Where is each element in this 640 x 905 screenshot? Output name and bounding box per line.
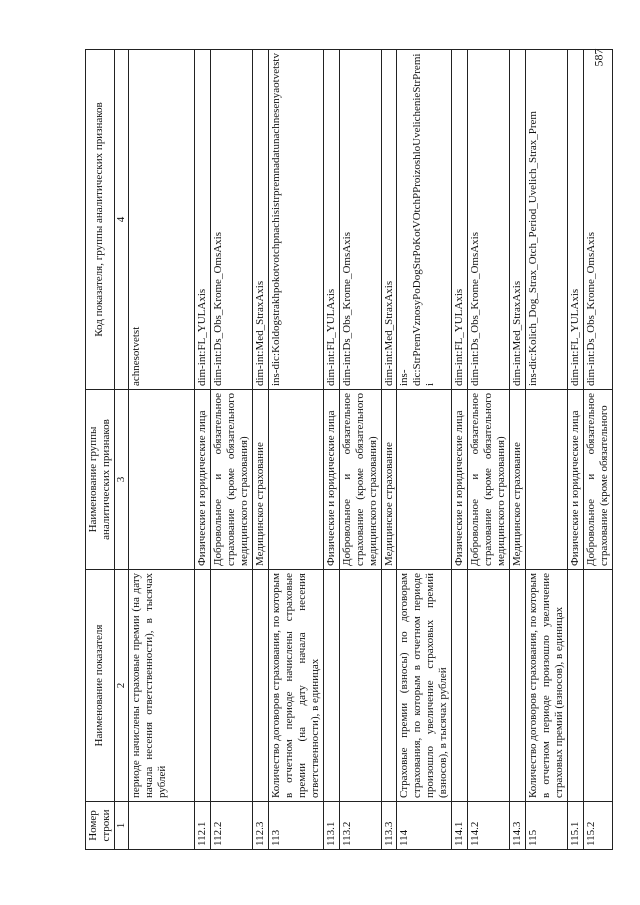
row-number: 113 <box>268 802 323 850</box>
table-row <box>268 50 323 850</box>
row-number: 114.1 <box>452 802 468 850</box>
indicator-code: dim-int:FL_YULAxis <box>194 50 210 390</box>
table-row <box>452 50 468 850</box>
table-row <box>568 50 584 850</box>
group-name: Добровольное и обязательное страхование (кроме обязательного медицинского страхования) <box>210 390 252 570</box>
indicator-name <box>323 570 339 802</box>
row-number: 114.2 <box>468 802 510 850</box>
indicator-name <box>194 570 210 802</box>
indicator-code: dim-int:Med_StraxAxis <box>252 50 268 390</box>
table-row <box>381 50 397 850</box>
page-number: 587 <box>591 48 606 67</box>
indicator-name: Количество договоров страхования, по которым в отчетном периоде произошло увеличение страховых премий (взносов), в единицах <box>526 570 568 802</box>
column-index: 2 <box>114 570 128 802</box>
table-row <box>252 50 268 850</box>
group-name <box>128 390 194 570</box>
indicator-code: dim-int:FL_YULAxis <box>323 50 339 390</box>
indicator-code: dim-int:Ds_Obs_Krome_OmsAxis <box>339 50 381 390</box>
row-number: 113.3 <box>381 802 397 850</box>
table-row <box>210 50 252 850</box>
group-name: Физические и юридические лица <box>452 390 468 570</box>
column-index: 3 <box>114 390 128 570</box>
header-group-name: Наименование группы аналитических признаков <box>86 390 115 570</box>
header-indicator-name: Наименование показателя <box>86 570 115 802</box>
table-row <box>526 50 568 850</box>
indicator-code: dim-int:FL_YULAxis <box>452 50 468 390</box>
indicator-code: dim-int:Med_StraxAxis <box>381 50 397 390</box>
group-name <box>526 390 568 570</box>
group-name: Добровольное и обязательное страхование (кроме обязательного медицинского страхования) <box>339 390 381 570</box>
indicator-table <box>85 49 613 850</box>
indicator-name <box>568 570 584 802</box>
row-number: 112.1 <box>194 802 210 850</box>
indicator-code: ins-dic:StrPremVznosyPoDogStrPoKotVOtchPProizoshloUvelichenieStrPremii <box>397 50 452 390</box>
indicator-name: периоде начислены страховые премии (на дату начала несения ответственности), в тысячах рублей <box>128 570 194 802</box>
row-number <box>128 802 194 850</box>
table-row <box>397 50 452 850</box>
indicator-name <box>210 570 252 802</box>
indicator-name: Количество договоров страхования, по которым в отчетном периоде начислены страховые премии (на дату начала несения ответственности), в единицах <box>268 570 323 802</box>
indicator-name <box>584 570 613 802</box>
group-name <box>268 390 323 570</box>
indicator-code: dim-int:FL_YULAxis <box>568 50 584 390</box>
indicator-name <box>468 570 510 802</box>
header-code: Код показателя, группы аналитических признаков <box>86 50 115 390</box>
column-index: 4 <box>114 50 128 390</box>
group-name: Физические и юридические лица <box>194 390 210 570</box>
row-number: 113.2 <box>339 802 381 850</box>
row-number: 113.1 <box>323 802 339 850</box>
table-row <box>339 50 381 850</box>
header-row <box>86 50 115 850</box>
table-row <box>128 50 194 850</box>
group-name: Медицинское страхование <box>381 390 397 570</box>
group-name: Добровольное и обязательное страхование (кроме обязательного медицинского страхования) <box>468 390 510 570</box>
indicator-code: achnesotvetst <box>128 50 194 390</box>
indicator-code: dim-int:Ds_Obs_Krome_OmsAxis <box>468 50 510 390</box>
group-name: Физические и юридические лица <box>568 390 584 570</box>
group-name: Физические и юридические лица <box>323 390 339 570</box>
row-number: 112.2 <box>210 802 252 850</box>
indicator-name <box>452 570 468 802</box>
indicator-code: dim-int:Med_StraxAxis <box>510 50 526 390</box>
row-number: 115.1 <box>568 802 584 850</box>
table-row <box>194 50 210 850</box>
indicator-name: Страховые премии (взносы) по договорам страхования, по которым в отчетном периоде произошло увеличение страховых премий (взносов), в тысячах рублей <box>397 570 452 802</box>
indicator-code: dim-int:Ds_Obs_Krome_OmsAxis <box>210 50 252 390</box>
table-row <box>323 50 339 850</box>
row-number: 115.2 <box>584 802 613 850</box>
indicator-code: ins-dic:Koldogstrakhpokotvotchpnachisistrpremnadatunachnesenyaotvetstv <box>268 50 323 390</box>
indicator-code: ins-dic:Kolich_Dog_Strax_Otch_Period_Uvelich_Strax_Prem <box>526 50 568 390</box>
group-name: Добровольное и обязательное страхование (кроме обязательного <box>584 390 613 570</box>
group-name <box>397 390 452 570</box>
indicator-name <box>510 570 526 802</box>
group-name: Медицинское страхование <box>252 390 268 570</box>
row-number: 115 <box>526 802 568 850</box>
row-number: 114 <box>397 802 452 850</box>
table-row <box>510 50 526 850</box>
indicator-name <box>381 570 397 802</box>
header-row-number: Номер строки <box>86 802 115 850</box>
indicator-name <box>252 570 268 802</box>
group-name: Медицинское страхование <box>510 390 526 570</box>
indicator-name <box>339 570 381 802</box>
row-number: 112.3 <box>252 802 268 850</box>
column-index-row <box>114 50 128 850</box>
table-row <box>584 50 613 850</box>
row-number: 114.3 <box>510 802 526 850</box>
table-row <box>468 50 510 850</box>
column-index: 1 <box>114 802 128 850</box>
indicator-code: dim-int:Ds_Obs_Krome_OmsAxis <box>584 50 613 390</box>
